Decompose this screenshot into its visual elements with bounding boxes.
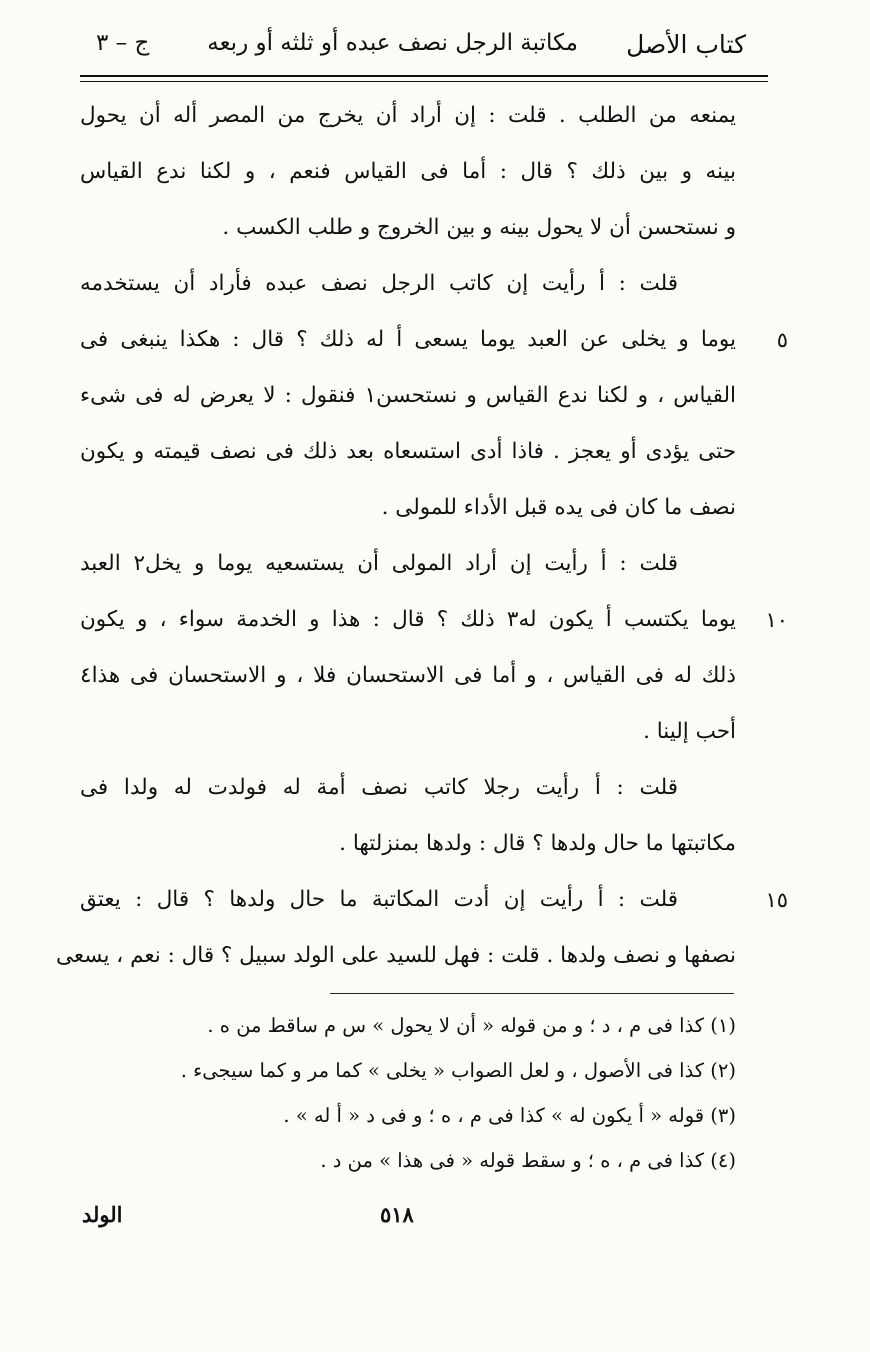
footnote: (٤) كذا فى م ، ه ؛ و سقط قوله « فى هذا » من د .	[320, 1149, 736, 1172]
text-line: أحب إلينا .	[643, 719, 736, 744]
text-line: حتى يؤدى أو يعجز . فاذا أدى استسعاه بعد ذلك فى نصف قيمته و يكون	[80, 439, 736, 464]
text-line: ٥ يوما و يخلى عن العبد يوما يسعى أ له ذلك ؟ قال : هكذا ينبغى فى	[80, 312, 736, 368]
text-line: نصف ما كان فى يده قبل الأداء للمولى .	[381, 495, 736, 520]
text-line: القياس ، و لكنا ندع القياس و نستحسن١ فنقول : لا يعرض له فى شىء	[80, 383, 736, 408]
header-rule-thin	[80, 81, 768, 82]
line-number: ١٠	[765, 608, 788, 632]
footnote-rule	[330, 993, 734, 994]
text-line: ١٥ قلت : أ رأيت إن أدت المكاتبة ما حال ولدها ؟ قال : يعتق	[80, 872, 736, 928]
footnote: (٣) قوله « أ يكون له » كذا فى م ، ه ؛ و فى د « أ له » .	[283, 1104, 736, 1127]
chapter-title: مكاتبة الرجل نصف عبده أو ثلثه أو ربعه	[207, 30, 578, 56]
line-number: ١٥	[765, 888, 788, 912]
book-title: كتاب الأصل	[626, 30, 746, 59]
text-line: نصفها و نصف ولدها . قلت : فهل للسيد على الولد سبيل ؟ قال : نعم ، يسعى	[56, 943, 736, 968]
footnote: (١) كذا فى م ، د ؛ و من قوله « أن لا يحول » س م ساقط من ه .	[207, 1014, 736, 1037]
text-line: يمنعه من الطلب . قلت : إن أراد أن يخرج من المصر أله أن يحول	[80, 103, 736, 128]
page-number: ٥١٨	[380, 1202, 414, 1227]
running-header	[78, 22, 746, 68]
text-line: ذلك له فى القياس ، و أما فى الاستحسان فلا ، و الاستحسان فى هذا٤	[80, 663, 736, 688]
header-rule-thick	[80, 75, 768, 77]
text-line: قلت : أ رأيت رجلا كاتب نصف أمة له فولدت له ولدا فى	[80, 775, 678, 800]
text-line: بينه و بين ذلك ؟ قال : أما فى القياس فنعم ، و لكنا ندع القياس	[80, 159, 736, 184]
text-line: مكاتبتها ما حال ولدها ؟ قال : ولدها بمنزلتها .	[339, 831, 736, 856]
catchword: الولد	[82, 1202, 123, 1227]
line-number: ٥	[776, 328, 788, 352]
footnotes	[120, 1003, 736, 1183]
text-line: و نستحسن أن لا يحول بينه و بين الخروج و طلب الكسب .	[222, 215, 736, 240]
text-line: ١٠ يوما يكتسب أ يكون له٣ ذلك ؟ قال : هذا و الخدمة سواء ، و يكون	[80, 592, 736, 648]
text-line: قلت : أ رأيت إن أراد المولى أن يستسعيه يوما و يخل٢ العبد	[80, 551, 678, 576]
text-line: قلت : أ رأيت إن كاتب الرجل نصف عبده فأراد أن يستخدمه	[80, 271, 678, 296]
page-footer	[80, 1198, 740, 1238]
main-text	[56, 88, 788, 984]
footnote: (٢) كذا فى الأصول ، و لعل الصواب « يخلى » كما مر و كما سيجىء .	[180, 1059, 736, 1082]
volume-number: ج – ٣	[96, 30, 150, 56]
